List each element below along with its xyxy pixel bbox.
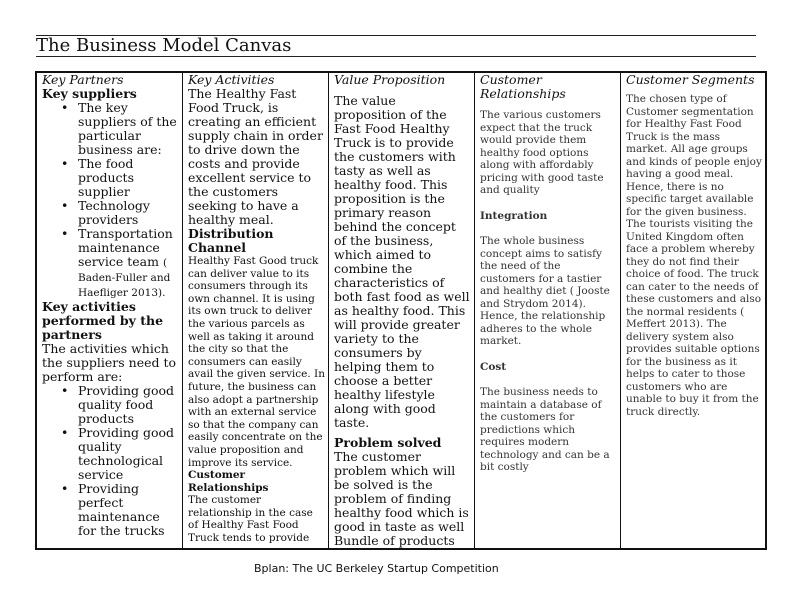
list-item: • Providing good quality technological service bbox=[78, 426, 179, 482]
suppliers-list bbox=[42, 101, 179, 300]
customer-segments-text: The chosen type of Customer segmentation for Healthy Fast Food Truck is the mass market. All age groups and kinds of people enjoy having a good meal. Hence, there is no specific target available for the given business. The tourists visiting the United Kingdom often face a problem whereby they do not find their choice of food. The truck can cater to the needs of these customers and also the normal residents ( Meffert 2013). The delivery system also provides suitable options for the business as it helps to cater to those customers who are unable to buy it from the truck directly. bbox=[626, 93, 762, 418]
list-item: • Technology providers bbox=[78, 199, 179, 227]
key-activities-intro: The Healthy Fast Food Truck, is creating an efficient supply chain in order to drive down the costs and provide excellent service to the customers seeking to have a healthy meal. bbox=[188, 86, 323, 227]
key-partners-column bbox=[37, 73, 183, 548]
activities-relationships-heading: Customer Relationships bbox=[188, 469, 269, 494]
suppliers-citation: ( Baden-Fuller and Haefliger 2013). bbox=[78, 257, 171, 299]
cost-heading: Cost bbox=[480, 360, 507, 373]
business-model-canvas-table bbox=[35, 71, 767, 550]
list-item: • Providing perfect maintenance for the trucks bbox=[78, 482, 179, 538]
customer-segments-column bbox=[621, 73, 765, 548]
problem-solved-text: The customer problem which will be solved is the problem of finding healthy food which is good in taste as well Bundle of products bbox=[334, 449, 469, 548]
page-footer: Bplan: The UC Berkeley Startup Competition bbox=[254, 562, 499, 575]
title-bottom-rule bbox=[36, 56, 756, 57]
activities-relationships-text: The customer relationship in the case of Healthy Fast Food Truck tends to provide bbox=[188, 494, 313, 545]
key-suppliers-heading: Key suppliers bbox=[42, 86, 137, 101]
key-activities-heading: Key Activities bbox=[188, 73, 275, 87]
key-activities-partners-heading: Key activities performed by the partners bbox=[42, 299, 164, 342]
list-item: • The food products supplier bbox=[78, 157, 179, 199]
distribution-channel-heading: Distribution Channel bbox=[188, 226, 274, 255]
partner-activities-list bbox=[42, 384, 179, 538]
page-title: The Business Model Canvas bbox=[36, 35, 292, 56]
integration-text: The whole business concept aims to satisfy the need of the customers for a tastier and healthy diet ( Jooste and Strydom 2014). Hence, the relationship adheres to the whole market. bbox=[480, 235, 610, 347]
key-partners-heading: Key Partners bbox=[42, 73, 124, 87]
list-item: • Providing good quality food products bbox=[78, 384, 179, 426]
list-item-text: Transportation maintenance service team bbox=[78, 226, 173, 269]
value-proposition-text: The value proposition of the Fast Food Healthy Truck is to provide the customers with tasty as well as healthy food. This proposition is the primary reason behind the concept of the business, which aimed to combine the characteristics of both fast food as well as healthy food. This will provide greater variety to the consumers by helping them to choose a better healthy lifestyle along with good taste. bbox=[334, 93, 470, 430]
key-activities-column bbox=[183, 73, 329, 548]
customer-relationships-heading: Customer Relationships bbox=[480, 73, 566, 101]
cost-text: The business needs to maintain a database of the customers for predictions which requires modern technology and can be a bit costly bbox=[480, 386, 610, 473]
list-item bbox=[78, 227, 179, 300]
distribution-channel-text: Healthy Fast Good truck can deliver value to its consumers through its own channel. It is using its own truck to deliver the various parcels as well as taking it around the city so that the consumers can easily avail the given service. In future, the business can also adopt a partnership with an external service so that the company can easily concentrate on the value proposition and improve its service. bbox=[188, 255, 325, 469]
customer-segments-heading: Customer Segments bbox=[626, 73, 755, 87]
customer-relationships-column bbox=[475, 73, 621, 548]
integration-heading: Integration bbox=[480, 209, 548, 222]
value-proposition-heading: Value Proposition bbox=[334, 73, 446, 87]
value-proposition-column bbox=[329, 73, 475, 548]
problem-solved-heading: Problem solved bbox=[334, 435, 442, 450]
list-item: • The key suppliers of the particular business are: bbox=[78, 101, 179, 157]
partner-activities-intro: The activities which the suppliers need to perform are: bbox=[42, 341, 177, 384]
customer-relationships-text: The various customers expect that the truck would provide them healthy food options along with affordably pricing with good taste and quality bbox=[480, 109, 604, 196]
